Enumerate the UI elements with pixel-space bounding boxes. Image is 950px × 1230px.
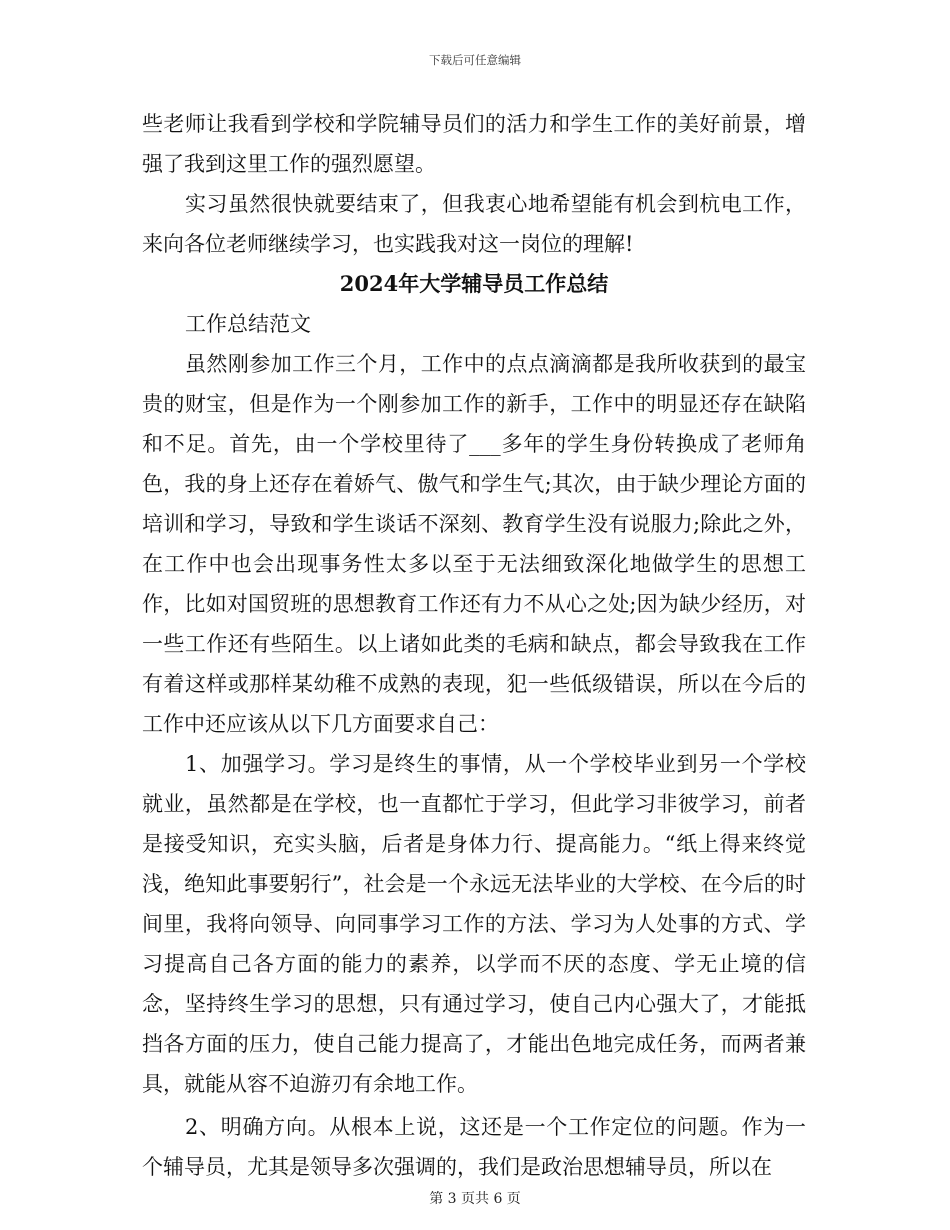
- page-footer: 第 3 页共 6 页: [429, 1191, 521, 1207]
- paragraph: 实习虽然很快就要结束了，但我衷心地希望能有机会到杭电工作，来向各位老师继续学习，也实践我对这一岗位的理解!: [142, 192, 806, 256]
- paragraph: 些老师让我看到学校和学院辅导员们的活力和学生工作的美好前景，增强了我到这里工作的强烈愿望。: [142, 112, 806, 176]
- document-subtitle: 工作总结范文: [185, 312, 311, 336]
- paragraph: 1、加强学习。学习是终生的事情，从一个学校毕业到另一个学校就业，虽然都是在学校，也一直都忙于学习，但此学习非彼学习，前者是接受知识，充实头脑，后者是身体力行、提高能力。“纸上得来终觉浅，绝知此事要躬行”，社会是一个永远无法毕业的大学校、在今后的时间里，我将向领导、向同事学习工作的方法、学习为人处事的方式、学习提高自己各方面的能力的素养，以学而不厌的态度、学无止境的信念，坚持终生学习的思想，只有通过学习，使自己内心强大了，才能抵挡各方面的压力，使自己能力提高了，才能出色地完成任务，而两者兼具，就能从容不迫游刃有余地工作。: [142, 752, 806, 1096]
- document-body: [142, 104, 806, 1187]
- document-title: 2024年大学辅导员工作总结: [339, 271, 609, 296]
- paragraph: 虽然刚参加工作三个月，工作中的点点滴滴都是我所收获到的最宝贵的财宝，但是作为一个刚参加工作的新手，工作中的明显还存在缺陷和不足。首先，由一个学校里待了___多年的学生身份转换成了老师角色，我的身上还存在着娇气、傲气和学生气;其次，由于缺少理论方面的培训和学习，导致和学生谈话不深刻、教育学生没有说服力;除此之外，在工作中也会出现事务性太多以至于无法细致深化地做学生的思想工作，比如对国贸班的思想教育工作还有力不从心之处;因为缺少经历，对一些工作还有些陌生。以上诸如此类的毛病和缺点，都会导致我在工作有着这样或那样某幼稚不成熟的表现，犯一些低级错误，所以在今后的工作中还应该从以下几方面要求自己：: [142, 352, 806, 736]
- paragraph: 2、明确方向。从根本上说，这还是一个工作定位的问题。作为一个辅导员，尤其是领导多次强调的，我们是政治思想辅导员，所以在: [142, 1115, 806, 1179]
- page-header: 下载后可任意编辑: [429, 53, 521, 67]
